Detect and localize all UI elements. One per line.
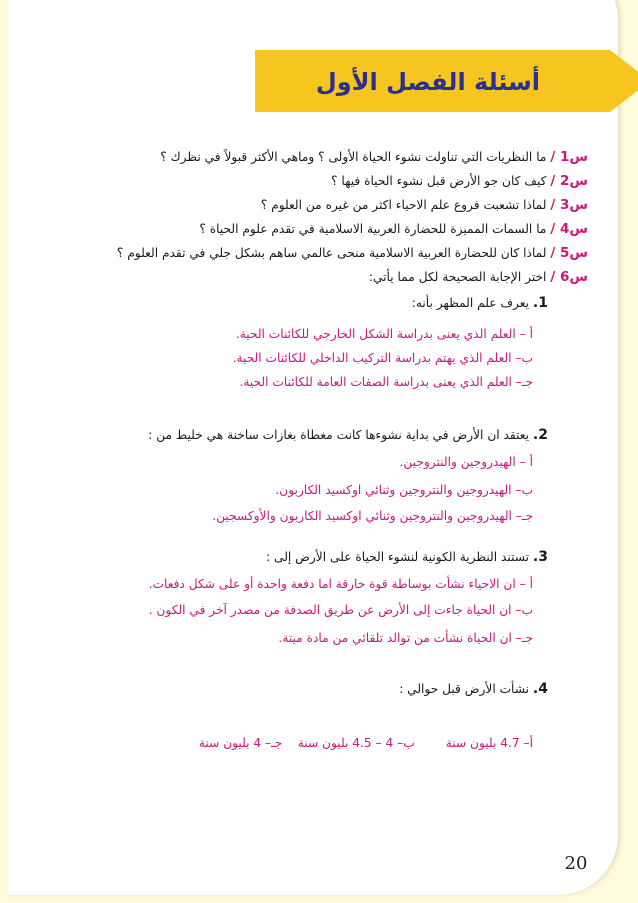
mcq-3-option-c: جـ– ان الحياة نشأت من توالد تلقائي من مادة ميتة. [278, 631, 533, 645]
question-number: س2 / [550, 173, 588, 189]
question-text: كيف كان جو الأرض قبل نشوء الحياة فيها ؟ [331, 174, 547, 188]
question-number: س4 / [550, 221, 588, 237]
mcq-4-stem [399, 678, 548, 700]
mcq-3-stem [266, 546, 548, 568]
question-3 [261, 194, 588, 216]
question-text: ما السمات المميزة للحضارة العربية الاسلامية في تقدم علوم الحياة ؟ [199, 222, 547, 236]
question-number: س3 / [550, 197, 588, 213]
mcq-3-option-a: أ – ان الاحياء نشأت بوساطة قوة خارقة اما دفعة واحدة أو على شكل دفعات. [148, 577, 533, 591]
mcq-2-option-b: ب– الهيدروجين والنتروجين وثنائي اوكسيد الكاربون. [275, 483, 533, 497]
question-5 [117, 242, 588, 264]
mcq-4-options: أ– 4.7 بليون سنة ب– 4 – 4.5 بليون سنة جـ– 4 بليون سنة [198, 736, 533, 750]
mcq-1-stem [412, 292, 548, 314]
mcq-2-option-c: جـ– الهيدروجين والنتروجين وثنائي اوكسيد الكاربون والأوكسجين. [212, 509, 533, 523]
mcq-number: 4. [532, 681, 548, 697]
mcq-1-option-b: ب– العلم الذي يهتم بدراسة التركيب الداخلي للكائنات الحية. [232, 351, 533, 365]
page-sheet [8, 0, 618, 895]
page-title: أسئلة الفصل الأول [315, 68, 540, 96]
question-number: س6 / [550, 269, 588, 285]
mcq-1-option-c: جـ– العلم الذي يعنى بدراسة الصفات العامة للكائنات الحية. [239, 375, 533, 389]
question-4 [199, 218, 588, 240]
mcq-number: 2. [532, 427, 548, 443]
question-6 [369, 266, 588, 288]
mcq-stem-text: تستند النظرية الكونية لنشوء الحياة على الأرض إلى : [266, 550, 530, 564]
mcq-2-option-a: أ – الهيدروجين والنتروجين. [399, 455, 533, 469]
mcq-1-option-a: أ – العلم الذي يعنى بدراسة الشكل الخارجي للكائنات الحية. [235, 327, 533, 341]
question-number: س1 / [550, 149, 588, 165]
mcq-number: 3. [532, 549, 548, 565]
question-1 [160, 146, 588, 168]
question-text: اختر الإجابة الصحيحة لكل مما يأتي: [368, 270, 547, 284]
mcq-stem-text: نشأت الأرض قبل حوالي : [399, 682, 530, 696]
mcq-number: 1. [532, 295, 548, 311]
mcq-stem-text: يعرف علم المظهر بأنه: [411, 296, 530, 310]
mcq-stem-text: يعتقد ان الأرض في بداية نشوءها كانت مغطاة بغازات ساخنة هي خليط من : [148, 428, 530, 442]
question-number: س5 / [550, 245, 588, 261]
question-text: لماذا كان للحضارة العربية الاسلامية منحى عالمي ساهم بشكل جلي في تقدم العلوم ؟ [116, 246, 547, 260]
question-text: لماذا تشعبت فروع علم الاحياء اكثر من غيره من العلوم ؟ [260, 198, 547, 212]
page-number: 20 [564, 853, 588, 874]
mcq-2-stem [148, 424, 548, 446]
mcq-3-option-b: ب– ان الحياة جاءت إلى الأرض عن طريق الصدفة من مصدر آخر في الكون . [148, 603, 533, 617]
question-text: ما النظريات التي تناولت نشوء الحياة الأولى ؟ وماهي الأكثر قبولاً في نظرك ؟ [160, 150, 547, 164]
question-2 [331, 170, 588, 192]
